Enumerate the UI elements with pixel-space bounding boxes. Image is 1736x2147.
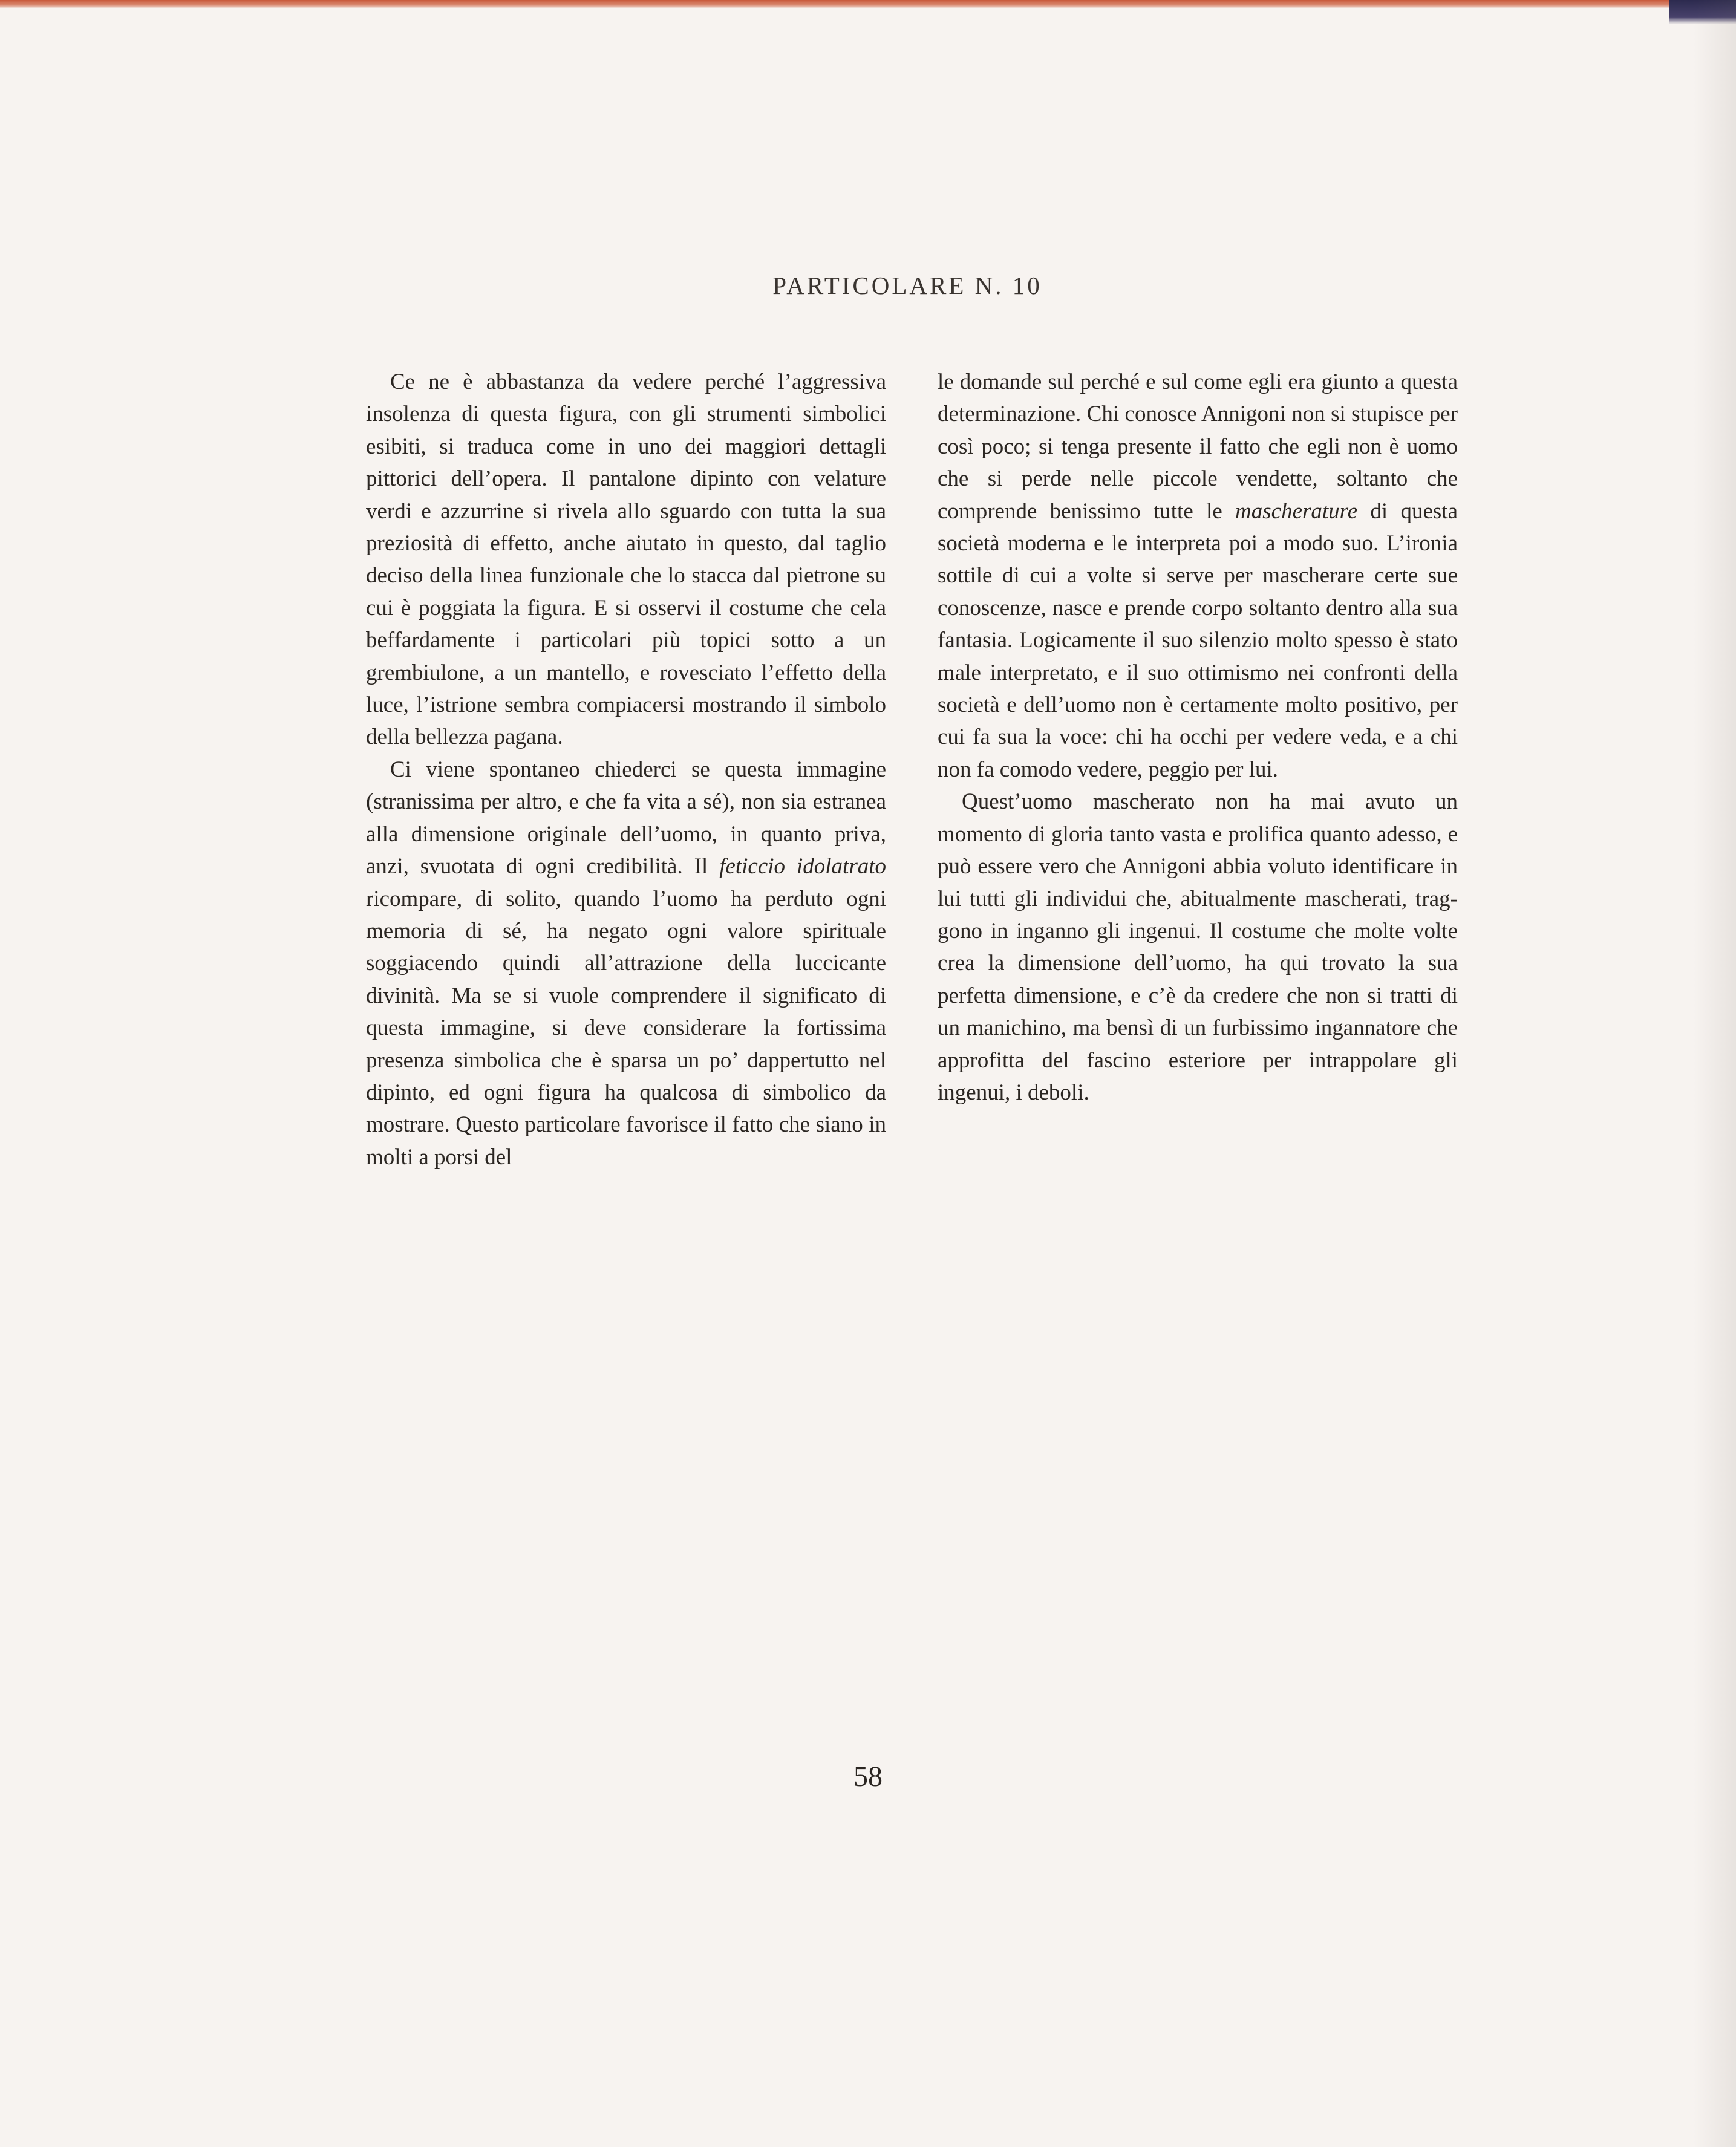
paragraph: Ce ne è abbastanza da vedere perché l’aggressiva insolenza di questa figura, con gli strumenti simbolici esibiti, si traduca come in uno dei maggiori dettagli pittorici dell’opera. Il pantalone dipinto con velature verdi e azzurrine si rivela allo sguardo con tutta la sua preziosità di effetto, anche aiutato in questo, dal taglio deciso della linea funzionale che lo stacca dal pietrone su cui è poggiata la figura. E si osservi il costume che cela beffardamente i particolari più topici sotto a un grembiulone, a un mantello, e rovesciato l’effetto della luce, l’istrione sembra compiacersi mostrando il simbolo della bellezza pagana. bbox=[366, 370, 886, 750]
page-number: 58 bbox=[853, 1761, 883, 1793]
italic-term: feticcio idolatrato bbox=[719, 854, 887, 879]
right-text-column bbox=[938, 366, 1458, 1109]
paragraph bbox=[366, 754, 886, 1173]
paragraph: Quest’uomo mascherato non ha mai avuto un momento di gloria tanto vasta e prolifica quanto adesso, e può essere vero che Annigoni abbia voluto identificare in lui tutti gli individui che, abitualmente mascherati, traggono in inganno gli ingenui. Il costume che molte volte crea la dimensione dell’uomo, ha qui trovato la sua perfetta dimensione, e c’è da credere che non si tratti di un manichino, ma bensì di un furbissimo ingannatore che approfitta del fascino esteriore per intrappolare gli ingenui, i deboli. bbox=[938, 789, 1458, 1105]
paragraph-text: le domande sul perché e sul come egli era giunto a questa determinazione. Chi conosce Annigoni non si stupisce per così poco; si tenga presente il fatto che egli non è uomo che si perde nelle piccole vendette, soltanto che comprende benissimo tutte le bbox=[938, 370, 1458, 524]
page-gutter-shadow bbox=[1694, 0, 1736, 2147]
left-text-column bbox=[366, 366, 886, 1173]
paragraph bbox=[938, 366, 1458, 786]
paragraph-text: di questa società moderna e le interpreta poi a modo suo. L’ironia sottile di cui a volte si serve per mascherare certe sue conoscenze, nasce e prende corpo soltanto dentro alla sua fantasia. Logicamente il suo silenzio molto spesso è stato male interpretato, e il suo ottimismo nei confronti della società e dell’uomo non è certamente molto positivo, per cui fa sua la voce: chi ha occhi per vedere veda, e a chi non fa comodo vedere, peggio per lui. bbox=[938, 498, 1458, 782]
paragraph-text: ricompare, di solito, quando l’uomo ha perduto ogni memoria di sé, ha negato ogni valore spirituale soggiacendo quindi all’attrazione della luccicante divinità. Ma se si vuole comprendere il significato di questa immagine, si deve considerare la fortissima presenza simbolica che è sparsa un po’ dappertutto nel dipinto, ed ogni figura ha qualcosa di simbolico da mostrare. Questo particolare favorisce il fatto che siano in molti a porsi del bbox=[366, 886, 886, 1170]
book-edge-top bbox=[0, 0, 1736, 8]
paragraph-text: Ci viene spontaneo chiederci se questa immagine (stranissima per altro, e che fa vita a sé), non sia estranea alla dimensione originale dell’uomo, in quanto priva, anzi, svuotata di ogni credibilità. Il bbox=[366, 757, 886, 879]
page-heading: PARTICOLARE N. 10 bbox=[772, 272, 1042, 299]
italic-term: mascherature bbox=[1235, 498, 1358, 524]
